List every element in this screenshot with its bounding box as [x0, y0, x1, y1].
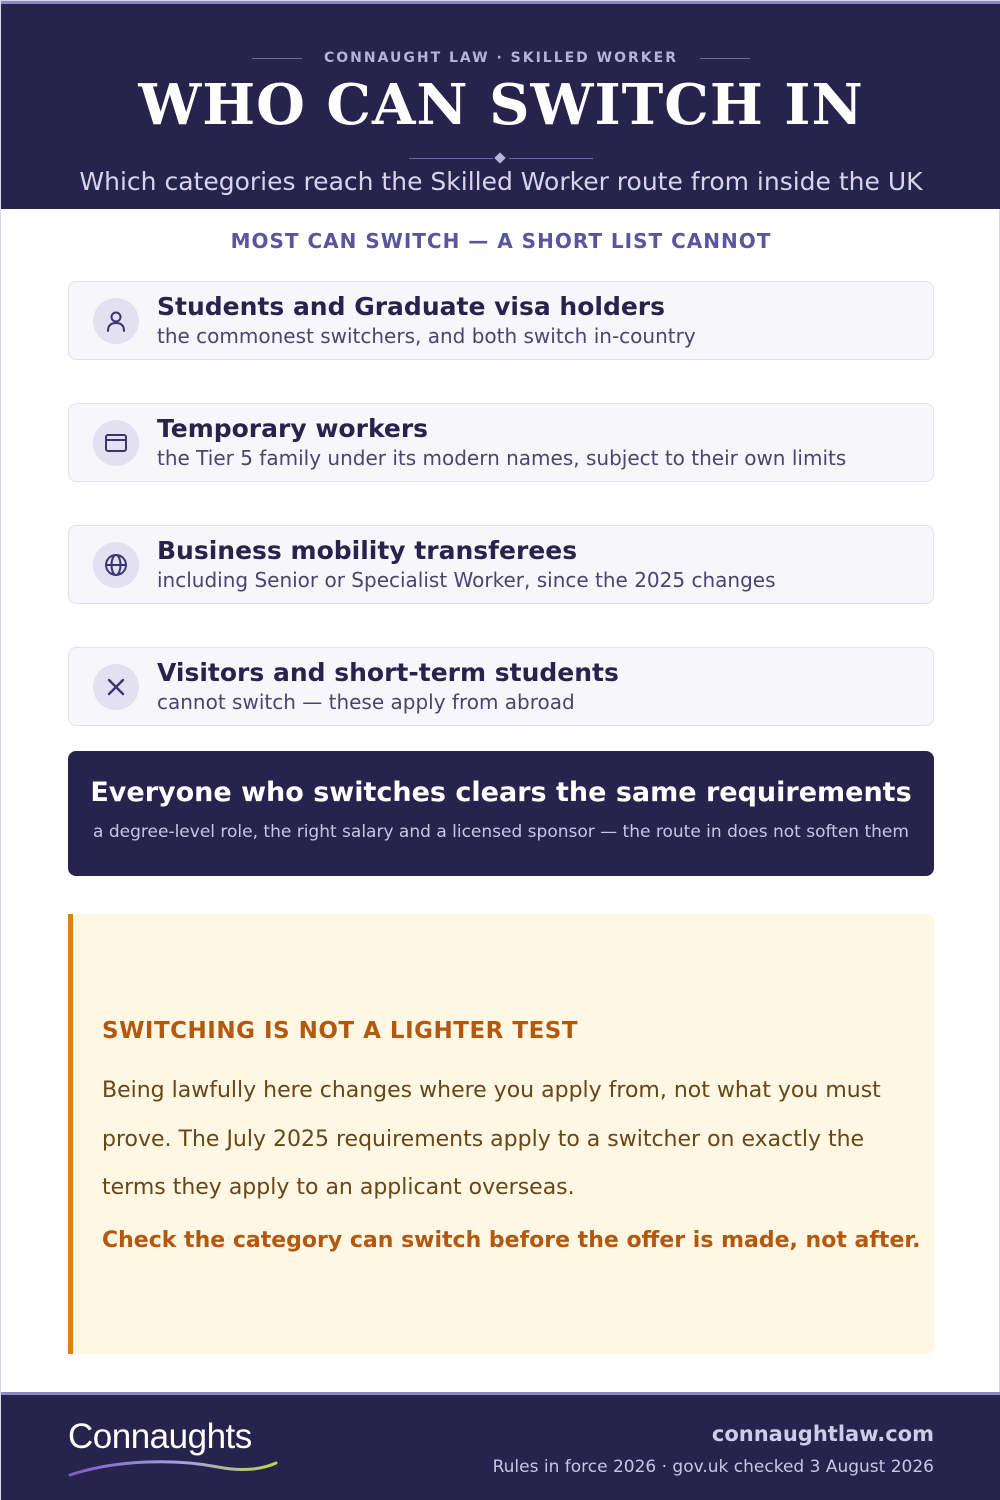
category-description: including Senior or Specialist Worker, since the 2025 changes	[157, 568, 776, 592]
logo-text: Connaughts	[68, 1417, 252, 1456]
logo-swoosh-icon	[68, 1457, 278, 1479]
callout-subtext: a degree-level role, the right salary and a licensed sponsor — the route in does not soften them	[93, 822, 909, 842]
footer-meta: Rules in force 2026 · gov.uk checked 3 August 2026	[492, 1457, 934, 1477]
kicker-rule-right	[700, 58, 750, 59]
category-title: Students and Graduate visa holders	[157, 292, 666, 321]
connaughts-logo	[68, 1417, 288, 1477]
category-description: the commonest switchers, and both switch in-country	[157, 324, 696, 348]
kicker-row	[1, 50, 1000, 66]
category-card-business-mobility	[68, 525, 934, 604]
diamond-icon	[494, 152, 505, 163]
header-banner	[1, 1, 1000, 209]
category-description: cannot switch — these apply from abroad	[157, 690, 575, 714]
footer	[1, 1392, 1000, 1500]
category-card-students	[68, 281, 934, 360]
category-title: Temporary workers	[157, 414, 429, 443]
category-title: Business mobility transferees	[157, 536, 578, 565]
category-card-visitors	[68, 647, 934, 726]
title-divider	[409, 152, 593, 164]
category-description: the Tier 5 family under its modern names, subject to their own limits	[157, 446, 847, 470]
header-kicker: CONNAUGHT LAW · SKILLED WORKER	[323, 50, 678, 66]
globe-icon	[93, 542, 139, 588]
category-card-temporary-workers	[68, 403, 934, 482]
warning-heading: SWITCHING IS NOT A LIGHTER TEST	[102, 1018, 579, 1044]
page-subtitle: Which categories reach the Skilled Worker route from inside the UK	[79, 167, 923, 196]
requirements-callout	[68, 751, 934, 876]
section-label: MOST CAN SWITCH — A SHORT LIST CANNOT	[230, 229, 772, 253]
warning-box	[68, 914, 934, 1354]
kicker-rule-left	[252, 58, 302, 59]
page-title: WHO CAN SWITCH IN	[138, 72, 864, 138]
website-link[interactable]: connaughtlaw.com	[711, 1422, 934, 1446]
x-icon	[93, 664, 139, 710]
warning-body: Being lawfully here changes where you apply from, not what you must prove. The July 2025 requirements apply to a switcher on exactly the terms they apply to an applicant overseas.	[102, 1078, 881, 1200]
warning-cta: Check the category can switch before the offer is made, not after.	[102, 1228, 921, 1253]
callout-heading: Everyone who switches clears the same requirements	[90, 777, 912, 808]
category-title: Visitors and short-term students	[157, 658, 619, 687]
person-icon	[93, 298, 139, 344]
window-icon	[93, 420, 139, 466]
